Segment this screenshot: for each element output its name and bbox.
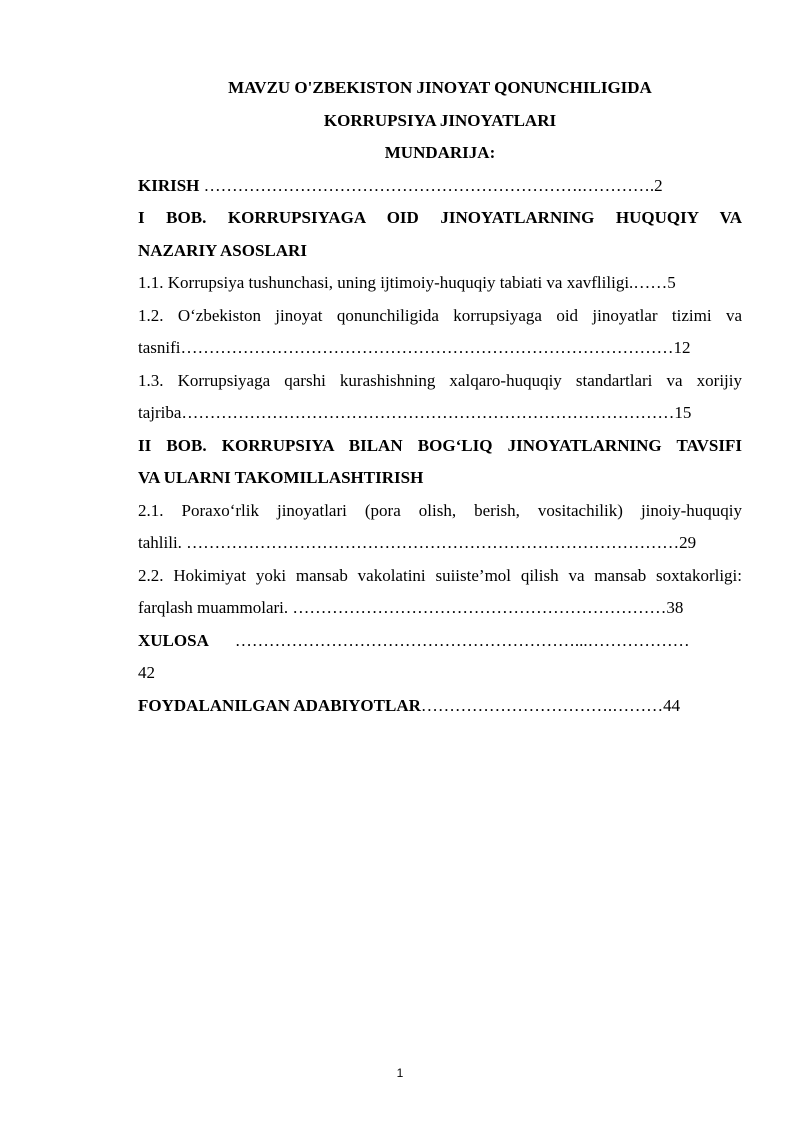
page-number: 1: [396, 1066, 404, 1080]
toc-entry-kirish-dots: ………………………………………………………….………….2: [199, 175, 663, 195]
toc-entry-2-1: [138, 495, 742, 560]
document-title-line-2: KORRUPSIYA JINOYATLARI: [323, 110, 557, 130]
toc-entry-1-1: 1.1. Korrupsiya tushunchasi, uning ijtimoiy-huquqiy tabiati va xavfliligi.……5: [138, 273, 676, 292]
toc-chapter-2-line-1: II BOB. KORRUPSIYA BILAN BOG‘LIQ JINOYATLARNING TAVSIFI: [138, 435, 742, 455]
toc-entry-1-2-line-2: tasnifi……………………………………………………………………………12: [138, 338, 691, 357]
toc-entry-kirish-label: KIRISH: [138, 175, 200, 195]
toc-chapter-1-line-1: I BOB. KORRUPSIYAGA OID JINOYATLARNING HUQUQIY VA: [138, 208, 742, 227]
toc-entry-2-2: [138, 560, 742, 625]
document-page: [138, 72, 742, 722]
toc-entry-xulosa-dots: ……………………………………………………...………………: [234, 630, 690, 650]
toc-entry-xulosa: [138, 625, 742, 690]
toc-entry-1-2: [138, 300, 742, 365]
toc-entry-adabiyotlar-dots: …………………………….………44: [420, 695, 681, 715]
toc-entry-1-2-line-1: 1.2. O‘zbekiston jinoyat qonunchiligida korrupsiyaga oid jinoyatlar tizimi va: [138, 305, 742, 325]
toc-entry-2-2-line-2: farqlash muammolari. …………………………………………………………38: [138, 598, 684, 617]
toc-chapter-2: [138, 430, 742, 495]
toc-entry-2-2-line-1: 2.2. Hokimiyat yoki mansab vakolatini suiiste’mol qilish va mansab soxtakorligi:: [138, 565, 742, 585]
toc-entry-kirish: [138, 170, 742, 203]
toc-chapter-2-line-2: VA ULARNI TAKOMILLASHTIRISH: [138, 468, 424, 487]
toc-entry-adabiyotlar-label: FOYDALANILGAN ADABIYOTLAR: [138, 695, 421, 715]
toc-entry-2-1-line-1: 2.1. Poraxo‘rlik jinoyatlari (pora olish, berish, vositachilik) jinoiy-huquqiy: [138, 500, 742, 520]
toc-chapter-1: [138, 202, 742, 267]
toc-chapter-1-line-2: NAZARIY ASOSLARI: [138, 240, 307, 260]
toc-entry-xulosa-line-1: [138, 625, 742, 658]
toc-entry-1-3: [138, 365, 742, 430]
toc-entry-2-1-line-2: tahlili. ……………………………………………………………………………29: [138, 533, 697, 552]
toc-entry-1-3-line-2: tajriba……………………………………………………………………………15: [138, 403, 692, 422]
toc-entry-xulosa-label: XULOSA: [138, 630, 209, 650]
table-of-contents-heading: MUNDARIJA:: [384, 143, 496, 162]
toc-entry-1-3-line-1: 1.3. Korrupsiyaga qarshi kurashishning xalqaro-huquqiy standartlari va xorijiy: [138, 370, 742, 390]
document-title-line-1: MAVZU O'ZBEKISTON JINOYAT QONUNCHILIGIDA: [228, 78, 652, 97]
toc-entry-adabiyotlar: [138, 690, 742, 723]
toc-entry-xulosa-page: 42: [138, 663, 155, 682]
